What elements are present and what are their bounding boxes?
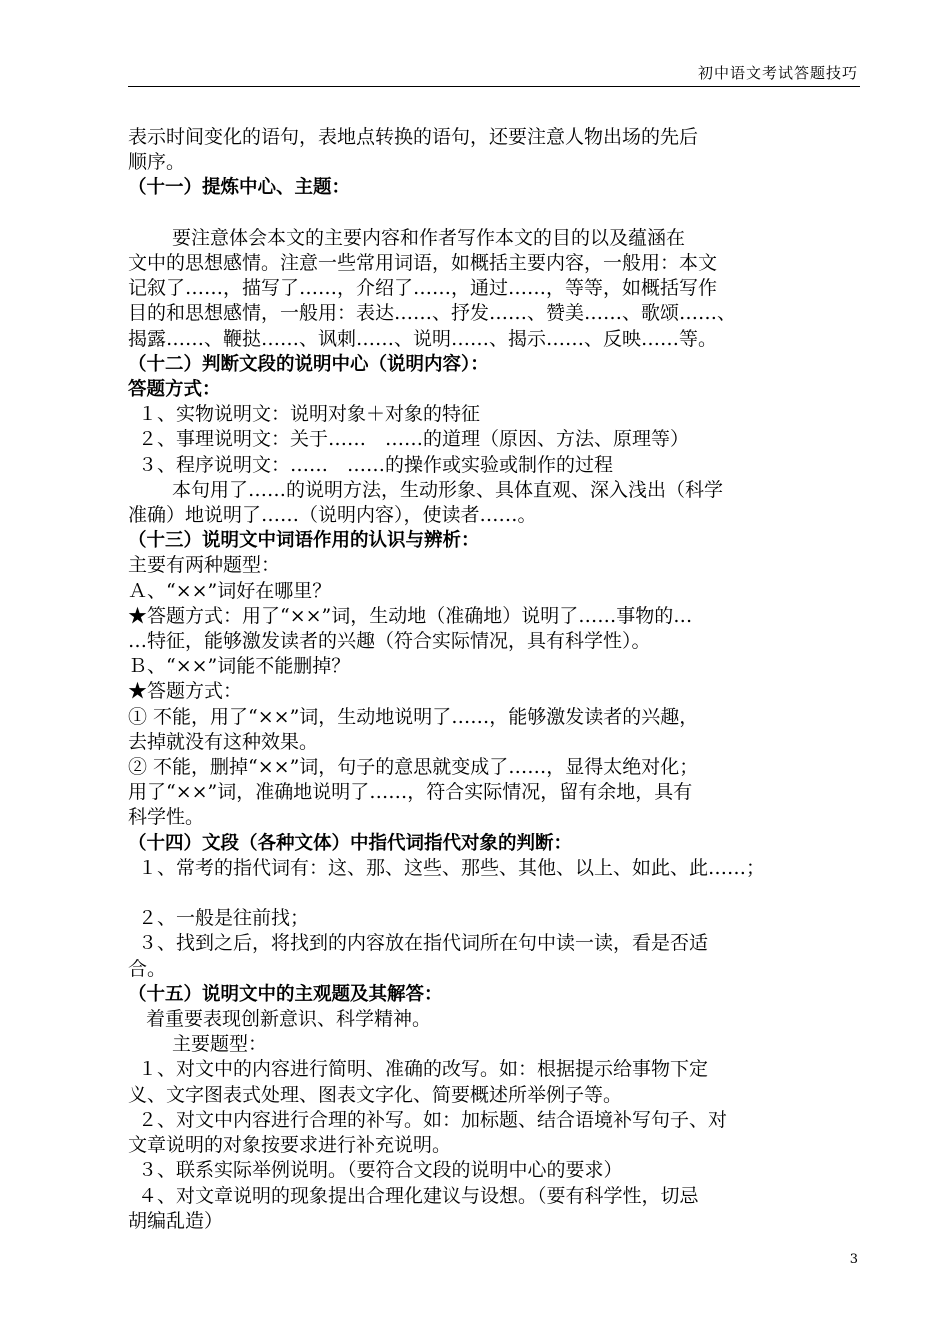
body-line: 顺序。 [128, 151, 186, 174]
body-line: 合。 [128, 957, 167, 980]
body-line: 目的和思想感情，一般用：表达……、抒发……、赞美……、歌颂……、 [128, 302, 737, 325]
list-item: １、对文中的内容进行简明、准确的改写。如：根据提示给事物下定 [138, 1058, 709, 1081]
body-line: 主要题型： [172, 1033, 268, 1056]
list-item: １、常考的指代词有：这、那、这些、那些、其他、以上、如此、此……； [138, 856, 766, 879]
running-header: 初中语文考试答题技巧 [697, 64, 858, 82]
list-item: ２、一般是往前找； [138, 907, 310, 930]
body-line: 准确）地说明了……（说明内容），使读者……。 [128, 504, 537, 527]
list-item: ２、对文中内容进行合理的补写。如：加标题、结合语境补写句子、对 [138, 1108, 728, 1131]
body-line: 义、文字图表式处理、图表文字化、简要概述所举例子等。 [128, 1083, 623, 1106]
body-line: 文中的思想感情。注意一些常用词语，如概括主要内容，一般用：本文 [128, 252, 718, 274]
body-line: ★答题方式： [128, 680, 243, 703]
blank-line [128, 881, 792, 906]
list-item: １、实物说明文：说明对象＋对象的特征 [138, 403, 481, 426]
body-line: ② 不能，删掉“××”词，句子的意思就变成了……，显得太绝对化； [128, 756, 699, 779]
list-item: ４、对文章说明的现象提出合理化建议与设想。（要有科学性，切忌 [138, 1184, 699, 1207]
body-line: ① 不能，用了“××”词，生动地说明了……，能够激发读者的兴趣， [128, 705, 699, 728]
body-line: …特征，能够激发读者的兴趣（符合实际情况，具有科学性）。 [128, 630, 651, 653]
list-item: ３、联系实际举例说明。（要符合文段的说明中心的要求） [138, 1159, 623, 1182]
body-line: 文章说明的对象按要求进行补充说明。 [128, 1134, 452, 1157]
section-heading: （十三）说明文中词语作用的认识与辨析： [128, 530, 480, 552]
body-line: Ｂ、“××”词能不能删掉？ [128, 655, 351, 678]
body-line: 去掉就没有这种效果。 [128, 730, 319, 753]
body-line: 用了“××”词，准确地说明了……，符合实际情况，留有余地，具有 [128, 781, 693, 804]
body-line: 科学性。 [128, 806, 205, 829]
body-line: 胡编乱造） [128, 1209, 224, 1232]
body-line: 记叙了……，描写了……，介绍了……，通过……，等等，如概括写作 [128, 277, 718, 300]
body-line: Ａ、“××”词好在哪里？ [128, 579, 332, 602]
list-item: ３、找到之后，将找到的内容放在指代词所在句中读一读，看是否适 [138, 932, 709, 955]
page-number: 3 [849, 1252, 858, 1267]
blank-line [128, 201, 792, 226]
document-body [128, 125, 792, 1234]
section-heading: （十四）文段（各种文体）中指代词指代对象的判断： [128, 832, 573, 854]
body-line: 揭露……、鞭挞……、讽刺……、说明……、揭示……、反映……等。 [128, 327, 718, 350]
section-heading: （十二）判断文段的说明中心（说明内容）： [128, 353, 489, 375]
body-line: 表示时间变化的语句，表地点转换的语句，还要注意人物出场的先后 [128, 126, 699, 148]
section-heading: （十一）提炼中心、主题： [128, 177, 351, 199]
list-item: ２、事理说明文：关于…… ……的道理（原因、方法、原理等） [138, 428, 690, 451]
body-line: ★答题方式：用了“××”词，生动地（准确地）说明了……事物的… [128, 604, 693, 627]
list-item: ３、程序说明文：…… ……的操作或实验或制作的过程 [138, 453, 614, 476]
body-line: 主要有两种题型： [128, 554, 281, 577]
sub-heading: 答题方式： [128, 379, 221, 401]
section-heading: （十五）说明文中的主观题及其解答： [128, 983, 443, 1005]
header-rule [128, 86, 860, 87]
body-line: 要注意体会本文的主要内容和作者写作本文的目的以及蕴涵在 [172, 226, 686, 249]
body-line: 着重要表现创新意识、科学精神。 [146, 1008, 432, 1031]
body-line: 本句用了……的说明方法，生动形象、具体直观、深入浅出（科学 [172, 478, 724, 501]
